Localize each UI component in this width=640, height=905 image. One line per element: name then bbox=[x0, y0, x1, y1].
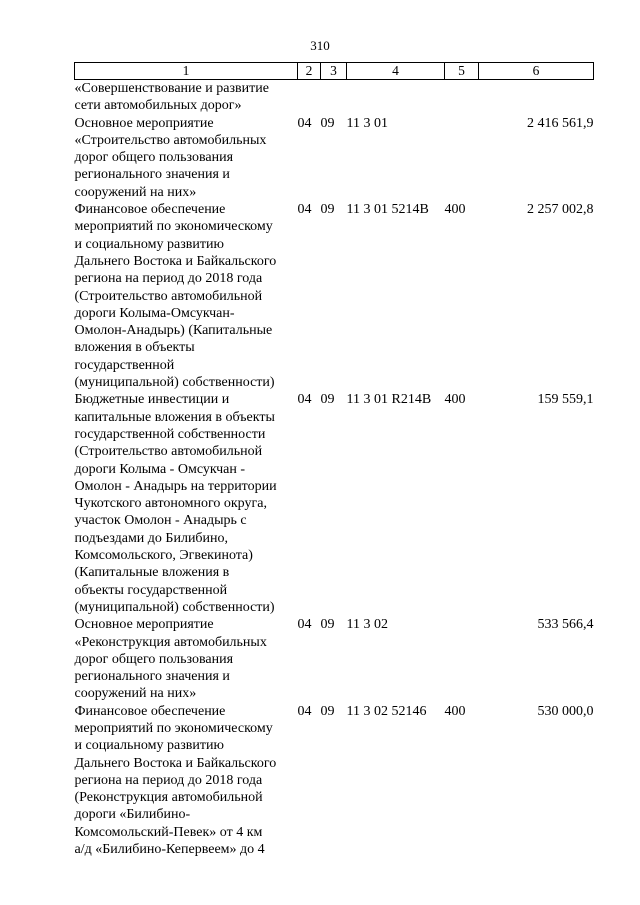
item-name-line: Чукотского автономного округа, bbox=[74, 496, 267, 512]
item-name-line: дороги Колыма - Омсукчан - bbox=[74, 461, 246, 477]
item-name-line: (муниципальной) собственности) bbox=[74, 599, 275, 615]
item-name-line: вложения в объекты bbox=[74, 340, 195, 356]
target-article-code: 11 3 02 bbox=[346, 617, 388, 633]
expense-type-code: 400 bbox=[444, 202, 466, 218]
item-name bbox=[75, 115, 298, 201]
item-name-line: Комсомольского, Эгвекинота) bbox=[74, 548, 253, 564]
item-name-line: Финансовое обеспечение bbox=[74, 202, 226, 218]
target-article-code: 11 3 01 5214В bbox=[346, 202, 429, 218]
budget-table bbox=[74, 62, 594, 858]
item-name-line: дорог общего пользования bbox=[74, 651, 234, 667]
section-code bbox=[298, 80, 321, 115]
item-name-line: (муниципальной) собственности) bbox=[74, 375, 275, 391]
table-row bbox=[75, 616, 594, 702]
item-name bbox=[75, 201, 298, 391]
item-name-line: Дальнего Востока и Байкальского bbox=[74, 755, 277, 771]
column-number: 3 bbox=[321, 63, 347, 80]
item-name-line: и социальному развитию bbox=[74, 236, 224, 252]
subsection-code: 09 bbox=[320, 392, 335, 408]
amount: 2 416 561,9 bbox=[527, 115, 594, 131]
table-row bbox=[75, 391, 594, 616]
target-article-code bbox=[347, 80, 445, 115]
item-name-line: Основное мероприятие bbox=[74, 617, 214, 633]
item-name-line: (Строительство автомобильной bbox=[74, 288, 263, 304]
page-number: 310 bbox=[310, 38, 330, 53]
item-name-line: объекты государственной bbox=[74, 582, 228, 598]
item-name-line: государственной bbox=[74, 357, 175, 373]
item-name-line: Дальнего Востока и Байкальского bbox=[74, 253, 277, 269]
expense-type-code: 400 bbox=[444, 703, 466, 719]
column-number-row bbox=[75, 63, 594, 80]
amount: 2 257 002,8 bbox=[527, 202, 594, 218]
column-number: 4 bbox=[347, 63, 445, 80]
item-name-line: дорог общего пользования bbox=[74, 150, 234, 166]
subsection-code: 09 bbox=[320, 115, 335, 131]
item-name-line: регионального значения и bbox=[74, 669, 230, 685]
item-name-line: подъездами до Билибино, bbox=[74, 530, 229, 546]
subsection-code bbox=[321, 80, 347, 115]
item-name-line: сооружений на них» bbox=[74, 184, 197, 200]
item-name-line: мероприятий по экономическому bbox=[74, 720, 273, 736]
item-name-line: Комсомольский-Певек» от 4 км bbox=[74, 824, 263, 840]
item-name bbox=[75, 391, 298, 616]
target-article-code: 11 3 02 52146 bbox=[346, 703, 427, 719]
target-article-code: 11 3 01 bbox=[346, 115, 388, 131]
expense-type-code bbox=[445, 80, 479, 115]
subsection-code: 09 bbox=[320, 703, 335, 719]
column-number: 2 bbox=[298, 63, 321, 80]
item-name-line: а/д «Билибино-Кепервеем» до 4 bbox=[74, 842, 265, 858]
item-name-line: «Реконструкция автомобильных bbox=[74, 634, 267, 650]
item-name-line: (Строительство автомобильной bbox=[74, 444, 263, 460]
table-body bbox=[75, 80, 594, 859]
item-name-line: (Реконструкция автомобильной bbox=[74, 790, 263, 806]
item-name-line: (Капитальные вложения в bbox=[74, 565, 230, 581]
table-row bbox=[75, 201, 594, 391]
item-name-line: дороги Колыма-Омсукчан- bbox=[74, 305, 235, 321]
section-code: 04 bbox=[297, 392, 312, 408]
table-row bbox=[75, 115, 594, 201]
amount: 159 559,1 bbox=[537, 392, 594, 408]
item-name-line: капитальные вложения в объекты bbox=[74, 409, 275, 425]
item-name-line: Омолон - Анадырь на территории bbox=[74, 478, 277, 494]
expense-type-code bbox=[445, 616, 479, 702]
expense-type-code: 400 bbox=[444, 392, 466, 408]
item-name-line: Основное мероприятие bbox=[74, 115, 214, 131]
item-name-line: региона на период до 2018 года bbox=[74, 271, 263, 287]
item-name-line: сети автомобильных дорог» bbox=[74, 98, 242, 114]
column-number: 6 bbox=[479, 63, 594, 80]
subsection-code: 09 bbox=[320, 617, 335, 633]
item-name-line: «Совершенствование и развитие bbox=[74, 81, 269, 96]
item-name-line: сооружений на них» bbox=[74, 686, 197, 702]
item-name bbox=[75, 80, 298, 115]
item-name-line: дороги «Билибино- bbox=[74, 807, 191, 823]
table-row bbox=[75, 80, 594, 115]
item-name-line: Бюджетные инвестиции и bbox=[74, 392, 230, 408]
section-code: 04 bbox=[297, 115, 312, 131]
item-name-line: мероприятий по экономическому bbox=[74, 219, 273, 235]
item-name bbox=[75, 703, 298, 859]
item-name-line: «Строительство автомобильных bbox=[74, 132, 267, 148]
subsection-code: 09 bbox=[320, 202, 335, 218]
item-name-line: Омолон-Анадырь) (Капитальные bbox=[74, 323, 273, 339]
section-code: 04 bbox=[297, 202, 312, 218]
amount bbox=[479, 80, 594, 115]
column-number: 1 bbox=[75, 63, 298, 80]
expense-type-code bbox=[445, 115, 479, 201]
section-code: 04 bbox=[297, 617, 312, 633]
item-name-line: региона на период до 2018 года bbox=[74, 772, 263, 788]
item-name-line: участок Омолон - Анадырь с bbox=[74, 513, 247, 529]
item-name-line: государственной собственности bbox=[74, 426, 266, 442]
section-code: 04 bbox=[297, 703, 312, 719]
table-row bbox=[75, 703, 594, 859]
item-name-line: Финансовое обеспечение bbox=[74, 703, 226, 719]
target-article-code: 11 3 01 R214В bbox=[346, 392, 432, 408]
item-name-line: регионального значения и bbox=[74, 167, 230, 183]
amount: 533 566,4 bbox=[537, 617, 594, 633]
column-number: 5 bbox=[445, 63, 479, 80]
item-name bbox=[75, 616, 298, 702]
amount: 530 000,0 bbox=[537, 703, 594, 719]
item-name-line: и социальному развитию bbox=[74, 738, 224, 754]
